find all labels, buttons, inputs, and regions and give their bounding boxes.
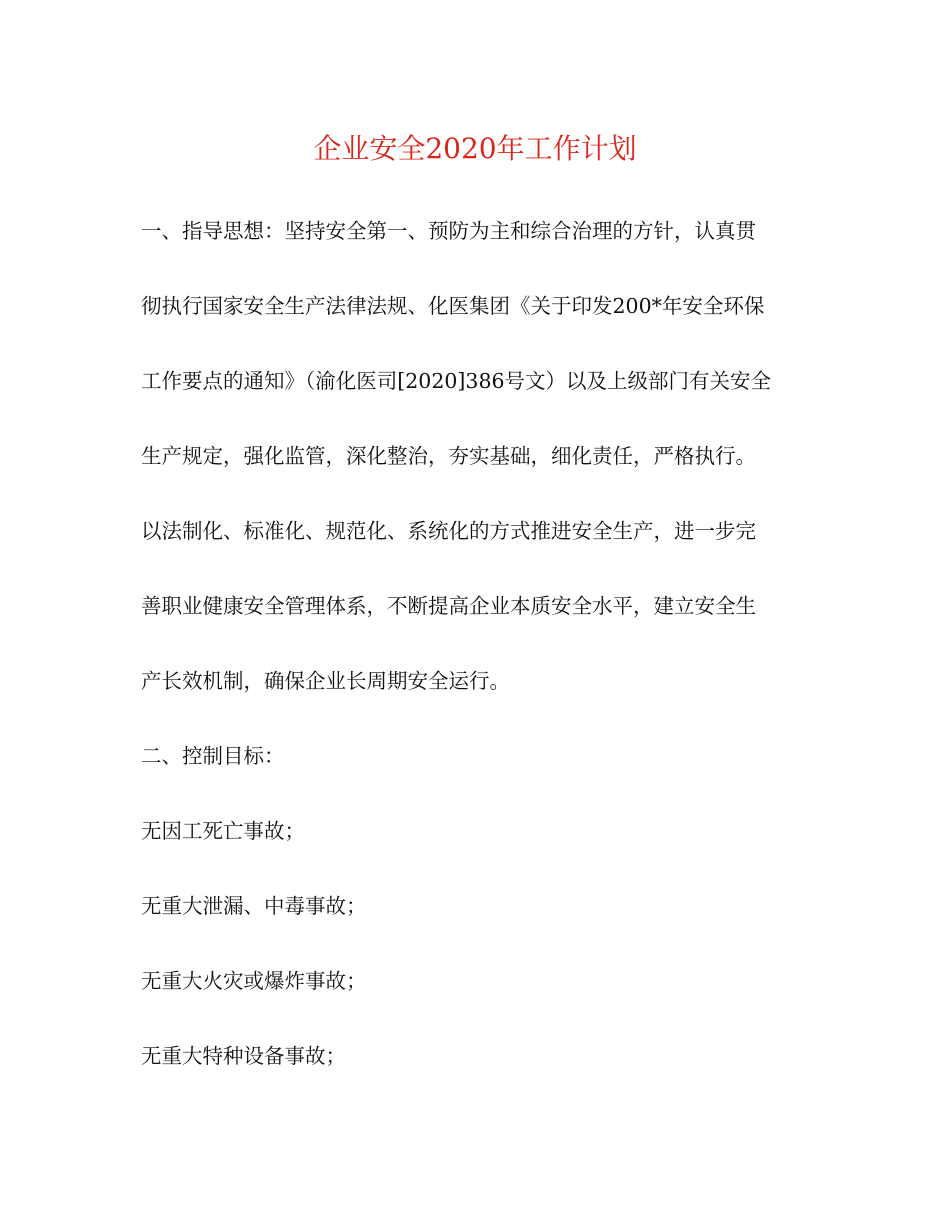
document-title: 企业安全2020年工作计划	[313, 132, 637, 165]
goal-item: 无因工死亡事故；	[141, 819, 305, 843]
paragraph-line: 以法制化、标准化、规范化、系统化的方式推进安全生产，进一步完	[141, 519, 756, 543]
goal-item: 无重大泄漏、中毒事故；	[141, 894, 367, 918]
goal-item: 无重大火灾或爆炸事故；	[141, 969, 367, 993]
paragraph-line: 产长效机制，确保企业长周期安全运行。	[141, 669, 510, 693]
paragraph-line: 一、指导思想：坚持安全第一、预防为主和综合治理的方针，认真贯	[141, 219, 756, 243]
paragraph-line: 善职业健康安全管理体系，不断提高企业本质安全水平，建立安全生	[141, 594, 756, 618]
paragraph-line: 彻执行国家安全生产法律法规、化医集团《关于印发200*年安全环保	[141, 294, 765, 318]
goal-item: 无重大特种设备事故；	[141, 1044, 346, 1068]
paragraph-line: 工作要点的通知》（渝化医司[2020]386号文）以及上级部门有关安全	[141, 369, 772, 393]
section-heading: 二、控制目标：	[141, 744, 285, 768]
paragraph-line: 生产规定，强化监管，深化整治，夯实基础，细化责任，严格执行。	[141, 444, 756, 468]
